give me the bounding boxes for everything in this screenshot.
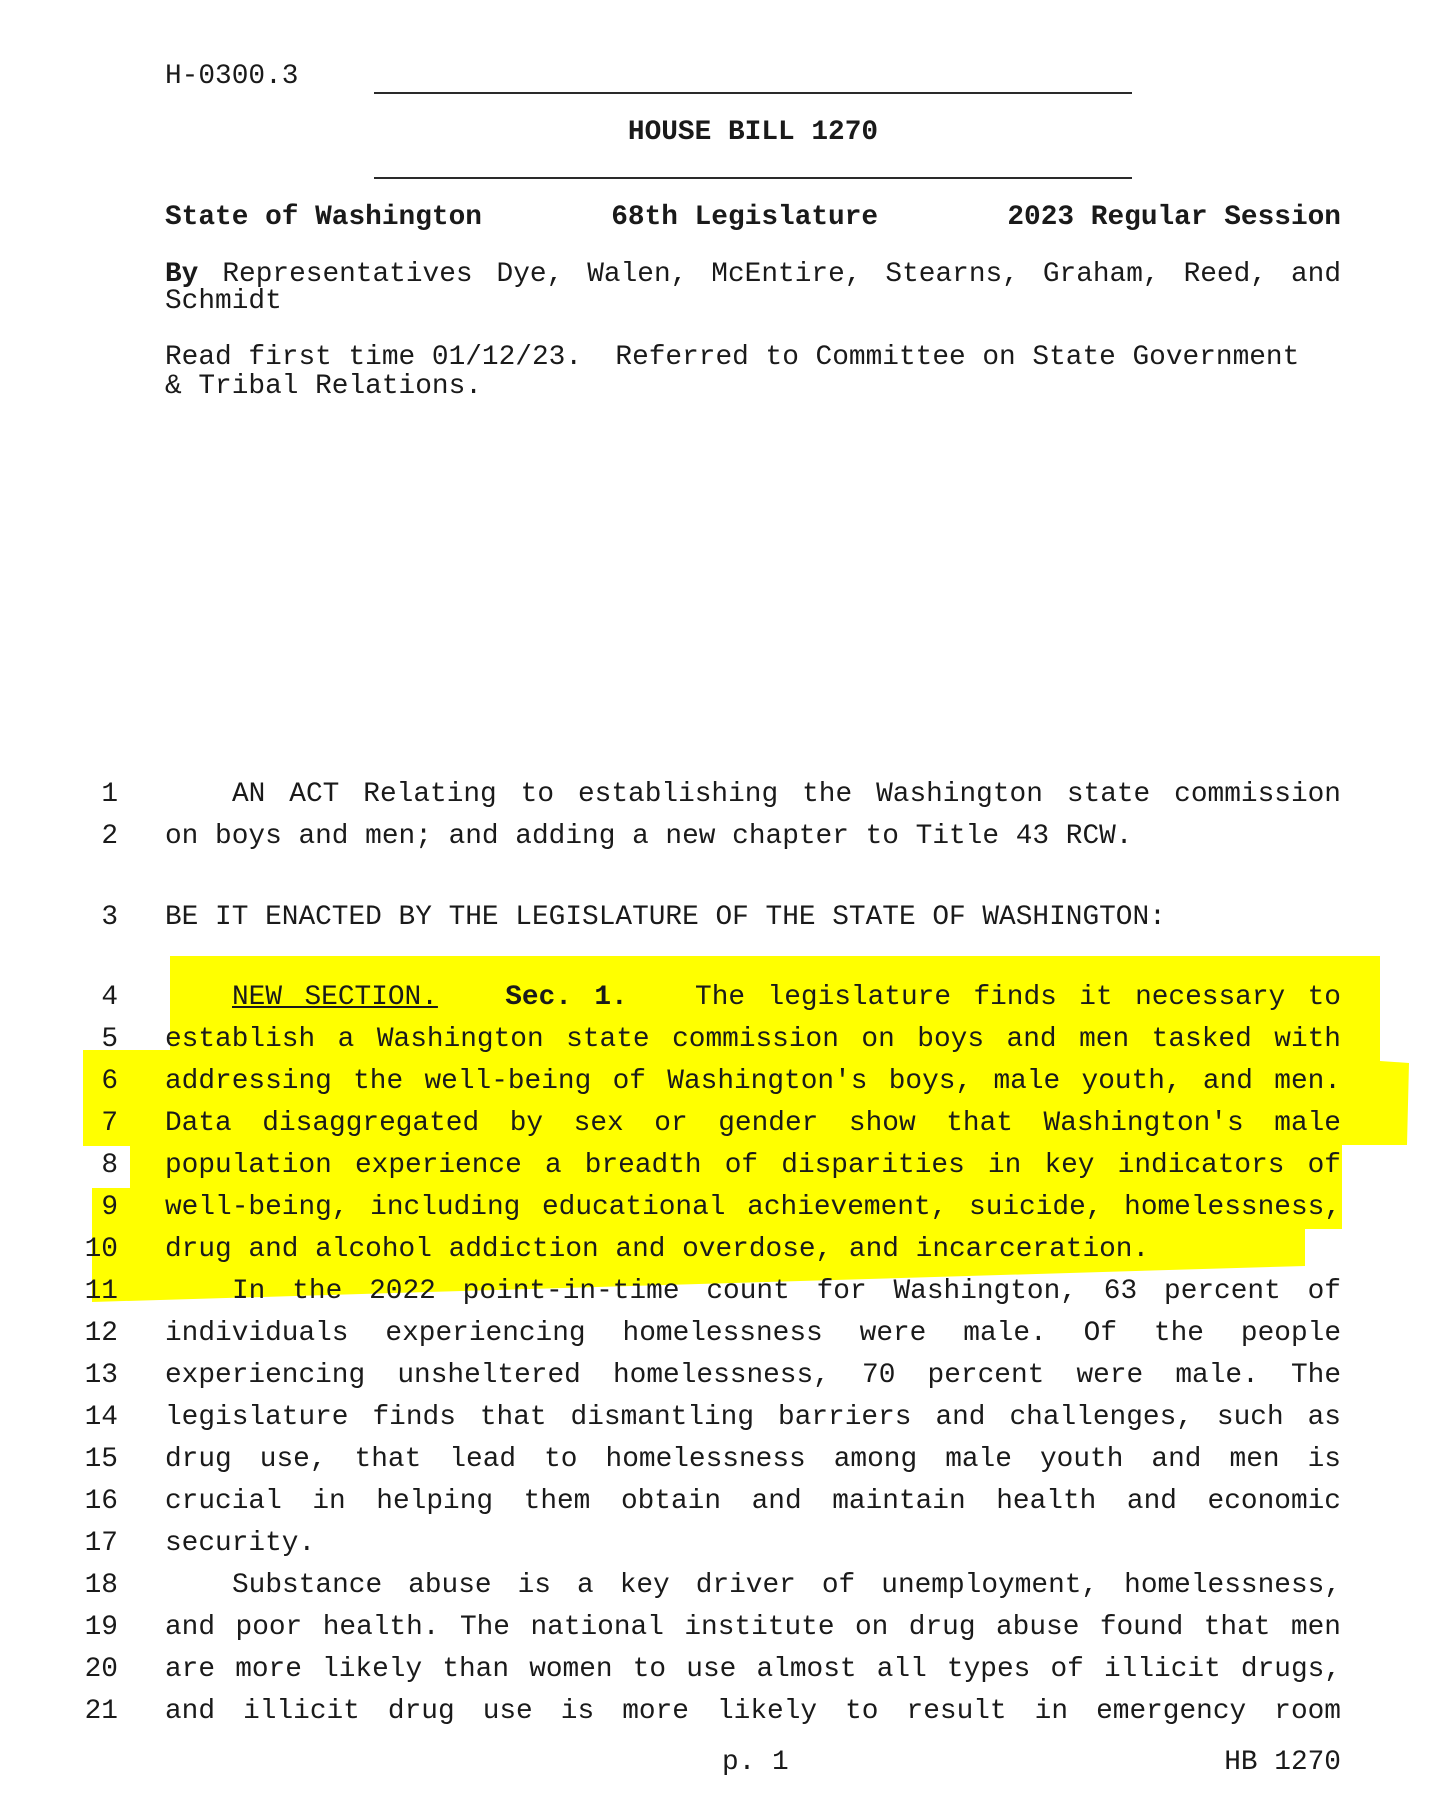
body-line: security. — [165, 1528, 316, 1559]
body-line: legislature finds that dismantling barriers and challenges, such as — [165, 1402, 1341, 1433]
section-heading-line — [165, 977, 1341, 1019]
line-number: 7 — [101, 1108, 118, 1139]
line-text: In the 2022 point-in-time count for Washington, 63 percent of — [232, 1276, 1341, 1307]
reading-line-2: & Tribal Relations. — [165, 371, 482, 402]
body-line: drug and alcohol addiction and overdose, and incarceration. — [165, 1234, 1150, 1265]
line-number: 9 — [101, 1192, 118, 1223]
section-number: Sec. 1. — [505, 982, 628, 1013]
body-line: experiencing unsheltered homelessness, 70 percent were male. The — [165, 1360, 1341, 1391]
session-name: 2023 Regular Session — [1007, 202, 1341, 233]
line-number: 19 — [84, 1612, 118, 1643]
body-line: Data disaggregated by sex or gender show that Washington's male — [165, 1108, 1341, 1139]
sponsors-names: Representatives Dye, Walen, McEntire, Stearns, Graham, Reed, and — [222, 259, 1341, 290]
body-line: are more likely than women to use almost all types of illicit drugs, — [165, 1654, 1341, 1685]
line-number: 8 — [101, 1150, 118, 1181]
body-line: and poor health. The national institute on drug abuse found that men — [165, 1612, 1341, 1643]
body-line: drug use, that lead to homelessness among male youth and men is — [165, 1444, 1341, 1475]
line-number: 3 — [101, 902, 118, 933]
body-line: well-being, including educational achievement, suicide, homelessness, — [165, 1192, 1341, 1223]
body-line: on boys and men; and adding a new chapter to Title 43 RCW. — [165, 821, 1133, 852]
line-text: AN ACT Relating to establishing the Washington state commission — [232, 779, 1341, 810]
line-number: 4 — [101, 982, 118, 1013]
enacting-clause: BE IT ENACTED BY THE LEGISLATURE OF THE STATE OF WASHINGTON: — [165, 902, 1166, 933]
sponsors-line-1 — [165, 254, 1341, 296]
new-section-label: NEW SECTION. — [232, 982, 438, 1013]
body-line: crucial in helping them obtain and maintain health and economic — [165, 1486, 1341, 1517]
title-rule-bottom — [374, 177, 1132, 179]
line-number: 18 — [84, 1570, 118, 1601]
body-line: population experience a breadth of disparities in key indicators of — [165, 1150, 1341, 1181]
body-line: establish a Washington state commission on boys and men tasked with — [165, 1024, 1341, 1055]
footer-bill-id: HB 1270 — [1224, 1747, 1341, 1778]
line-number: 20 — [84, 1654, 118, 1685]
body-line — [165, 1565, 1341, 1607]
legislature-meta-row — [165, 197, 1341, 239]
line-number: 15 — [84, 1444, 118, 1475]
line-number: 12 — [84, 1318, 118, 1349]
line-number: 2 — [101, 821, 118, 852]
line-number: 21 — [84, 1696, 118, 1727]
line-number: 6 — [101, 1066, 118, 1097]
line-text: The legislature finds it necessary to — [695, 982, 1341, 1013]
line-number: 11 — [84, 1276, 118, 1307]
legislature-number: 68th Legislature — [611, 202, 879, 233]
sponsors-prefix: By — [165, 259, 199, 290]
line-number: 14 — [84, 1402, 118, 1433]
line-number: 13 — [84, 1360, 118, 1391]
line-number: 16 — [84, 1486, 118, 1517]
line-number: 5 — [101, 1024, 118, 1055]
title-rule-top — [374, 92, 1132, 94]
bill-title: HOUSE BILL 1270 — [627, 117, 879, 148]
body-line: addressing the well-being of Washington's boys, male youth, and men. — [165, 1066, 1341, 1097]
state-name: State of Washington — [165, 202, 482, 233]
body-line — [165, 1271, 1341, 1313]
line-number: 17 — [84, 1528, 118, 1559]
body-line — [165, 774, 1341, 816]
line-number: 10 — [84, 1234, 118, 1265]
page-number: p. 1 — [722, 1747, 789, 1778]
reading-line-1: Read first time 01/12/23. Referred to Committee on State Government — [165, 342, 1300, 373]
body-line: and illicit drug use is more likely to result in emergency room — [165, 1696, 1341, 1727]
line-text: Substance abuse is a key driver of unemployment, homelessness, — [232, 1570, 1341, 1601]
sponsors-line-2: Schmidt — [165, 286, 282, 317]
line-number: 1 — [101, 779, 118, 810]
body-line: individuals experiencing homelessness were male. Of the people — [165, 1318, 1341, 1349]
draft-id: H-0300.3 — [165, 61, 299, 92]
